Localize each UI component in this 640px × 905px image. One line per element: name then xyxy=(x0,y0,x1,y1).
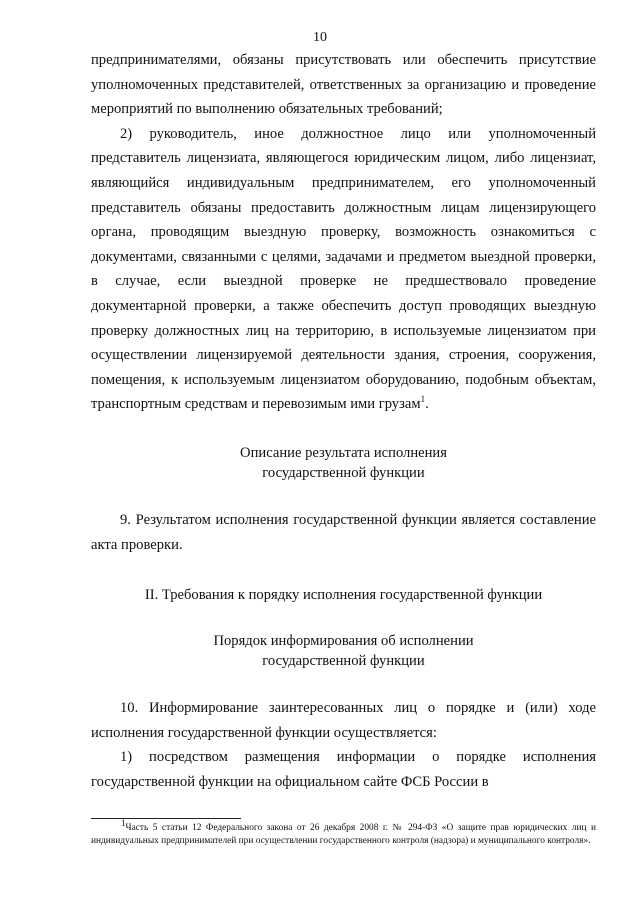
page-number: 10 xyxy=(313,30,327,45)
subheading-informing xyxy=(91,631,596,671)
footnote xyxy=(91,817,596,848)
document-body xyxy=(91,48,596,794)
footnote-text: Часть 5 статьи 12 Федерального закона от 26 декабря 2008 г. № 294-ФЗ «О защите прав юридических лиц и индивидуальных предпринимателей при осуществлении государственного контроля (надзора) и муниципального контроля». xyxy=(91,823,596,846)
subheading-result xyxy=(91,443,596,483)
subheading-result-line1: Описание результата исполнения xyxy=(240,444,447,461)
section-heading-ii: II. Требования к порядку исполнения государственной функции xyxy=(144,587,543,604)
paragraph-item-2-end: . xyxy=(425,396,429,413)
paragraph-item-2 xyxy=(91,122,596,417)
paragraph-10: 10. Информирование заинтересованных лиц о порядке и (или) ходе исполнения государственной функции осуществляется: xyxy=(91,700,596,741)
paragraph-10-item-1: 1) посредством размещения информации о порядке исполнения государственной функции на официальном сайте ФСБ России в xyxy=(91,749,596,790)
subheading-informing-line1: Порядок информирования об исполнении xyxy=(213,633,474,650)
paragraph-item-2-text: 2) руководитель, иное должностное лицо или уполномоченный представитель лицензиата, являющегося юридическим лицом, либо лицензиат, являющийся индивидуальным предпринимателем, его уполномоченный представитель обязаны предоставить должностным лицам лицензирующего органа, проводящим выездную проверку, возможность ознакомиться с документами, связанными с целями, задачами и предметом выездной проверки, в случае, если выездной проверке не предшествовало проведение документарной проверки, а также обеспечить доступ проводящих выездную проверку должностных лиц на территорию, в используемые лицензиатом при осуществлении лицензируемой деятельности здания, строения, сооружения, помещения, к используемым лицензиатом оборудованию, подобным объектам, транспортным средствам и перевозимым ими грузам xyxy=(91,125,596,413)
subheading-informing-line2: государственной функции xyxy=(262,653,425,670)
paragraph-continuation: предпринимателями, обязаны присутствовать или обеспечить присутствие уполномоченных представителей, ответственных за организацию и проведение мероприятий по выполнению обязательных требований; xyxy=(91,52,596,118)
footnote-text-block xyxy=(91,817,596,848)
footnote-marker: 1 xyxy=(121,817,126,828)
footnote-divider xyxy=(91,818,241,819)
footnote-reference: 1 xyxy=(420,394,426,405)
subheading-result-line2: государственной функции xyxy=(262,464,425,481)
paragraph-9: 9. Результатом исполнения государственной функции является составление акта проверки. xyxy=(91,511,596,553)
